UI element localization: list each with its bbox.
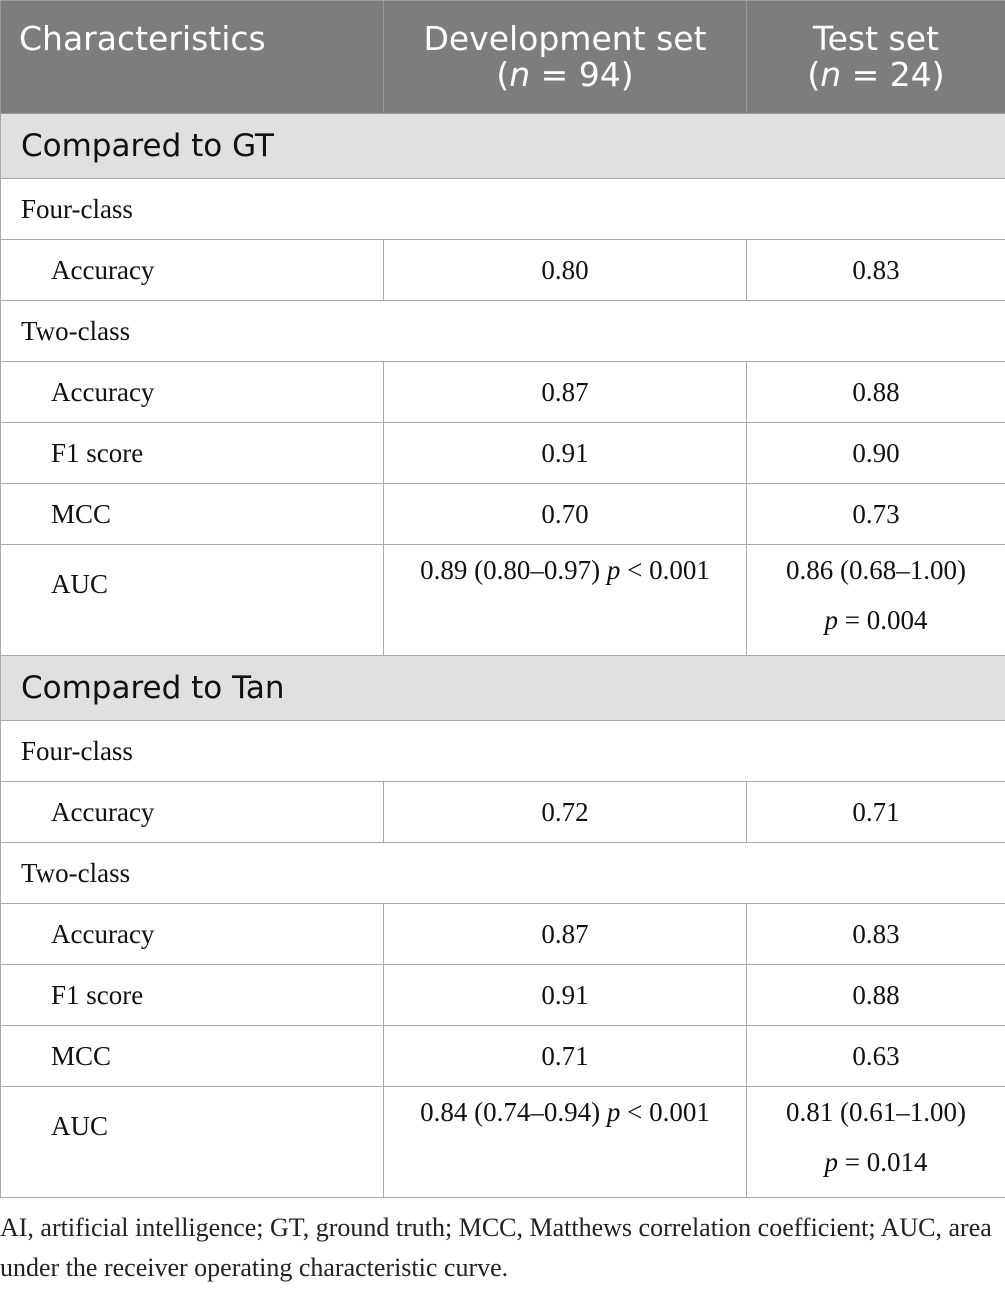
dev-value: 0.84 (0.74–0.94) p < 0.001 xyxy=(384,1087,747,1198)
table-row xyxy=(1,545,1005,656)
metric-label: Accuracy xyxy=(1,782,384,843)
dev-value: 0.87 xyxy=(384,362,747,423)
subsection-label: Two-class xyxy=(1,301,1005,362)
dev-value: 0.71 xyxy=(384,1026,747,1087)
table-row xyxy=(1,240,1005,301)
header-development-set: Development set (n = 94) xyxy=(384,1,747,114)
test-value: 0.83 xyxy=(747,904,1005,965)
dev-value: 0.70 xyxy=(384,484,747,545)
metric-label: Accuracy xyxy=(1,362,384,423)
header-test-set: Test set (n = 24) xyxy=(747,1,1005,114)
section-title: Compared to GT xyxy=(1,114,1005,179)
header-development-set-label: Development set xyxy=(423,19,707,58)
subsection-row xyxy=(1,843,1005,904)
dev-value: 0.87 xyxy=(384,904,747,965)
metric-label: AUC xyxy=(1,1087,384,1198)
header-characteristics: Characteristics xyxy=(1,1,384,114)
test-value: 0.86 (0.68–1.00) p = 0.004 xyxy=(747,545,1005,656)
metric-label: Accuracy xyxy=(1,904,384,965)
table-footnote: AI, artificial intelligence; GT, ground truth; MCC, Matthews correlation coefficient; AUC, area under the receiver operating characteristic curve. xyxy=(0,1213,992,1282)
table-row xyxy=(1,965,1005,1026)
dev-value: 0.89 (0.80–0.97) p < 0.001 xyxy=(384,545,747,656)
metric-label: F1 score xyxy=(1,423,384,484)
metric-label: F1 score xyxy=(1,965,384,1026)
test-value: 0.81 (0.61–1.00) p = 0.014 xyxy=(747,1087,1005,1198)
subsection-row xyxy=(1,301,1005,362)
subsection-label: Two-class xyxy=(1,843,1005,904)
test-value: 0.63 xyxy=(747,1026,1005,1087)
section-row-tan xyxy=(1,656,1005,721)
test-value: 0.73 xyxy=(747,484,1005,545)
dev-value: 0.80 xyxy=(384,240,747,301)
subsection-row xyxy=(1,179,1005,240)
metric-label: MCC xyxy=(1,1026,384,1087)
test-value: 0.88 xyxy=(747,965,1005,1026)
metric-label: MCC xyxy=(1,484,384,545)
subsection-label: Four-class xyxy=(1,721,1005,782)
dev-value: 0.91 xyxy=(384,965,747,1026)
table-row xyxy=(1,1026,1005,1087)
table-row xyxy=(1,484,1005,545)
metric-label: AUC xyxy=(1,545,384,656)
table-row xyxy=(1,904,1005,965)
test-value: 0.83 xyxy=(747,240,1005,301)
dev-value: 0.91 xyxy=(384,423,747,484)
table-row xyxy=(1,1087,1005,1198)
table-row xyxy=(1,782,1005,843)
header-row xyxy=(1,1,1005,114)
header-test-set-label: Test set xyxy=(813,19,939,58)
test-value: 0.90 xyxy=(747,423,1005,484)
subsection-row xyxy=(1,721,1005,782)
dev-value: 0.72 xyxy=(384,782,747,843)
metric-label: Accuracy xyxy=(1,240,384,301)
section-title: Compared to Tan xyxy=(1,656,1005,721)
test-value: 0.71 xyxy=(747,782,1005,843)
test-value: 0.88 xyxy=(747,362,1005,423)
table-row xyxy=(1,423,1005,484)
section-row-gt xyxy=(1,114,1005,179)
table-row xyxy=(1,362,1005,423)
subsection-label: Four-class xyxy=(1,179,1005,240)
